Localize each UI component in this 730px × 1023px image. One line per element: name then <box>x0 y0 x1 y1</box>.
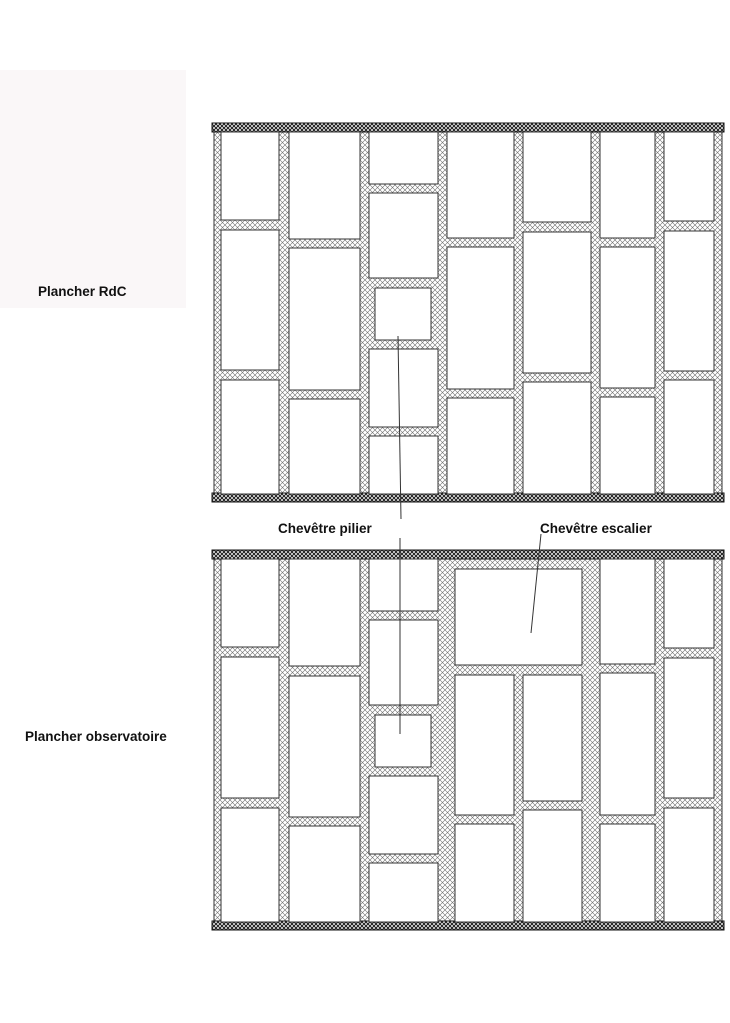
panel <box>447 247 514 389</box>
panel <box>221 657 279 798</box>
pillar-trimmer-box <box>375 715 431 767</box>
panel <box>664 559 714 648</box>
panel <box>289 248 360 390</box>
panel <box>600 673 655 815</box>
panel <box>221 230 279 370</box>
panel <box>523 132 591 222</box>
panel <box>369 132 438 184</box>
panel <box>369 349 438 427</box>
floor-plan-observatory <box>212 550 724 930</box>
label-trimmer-stair: Chevêtre escalier <box>540 521 652 536</box>
panel <box>369 436 438 494</box>
beam-top <box>212 123 724 132</box>
stair-trimmer-opening <box>455 569 582 665</box>
panel <box>221 559 279 647</box>
panel <box>664 380 714 494</box>
panel <box>289 132 360 239</box>
panel <box>600 824 655 922</box>
panel <box>221 132 279 220</box>
panel <box>369 863 438 922</box>
panel <box>447 398 514 494</box>
panel <box>455 675 514 815</box>
panel <box>600 247 655 388</box>
panel <box>664 658 714 798</box>
panel-group <box>221 559 714 922</box>
panel <box>289 826 360 922</box>
pillar-trimmer-box <box>375 288 431 340</box>
panel <box>455 824 514 922</box>
panel <box>289 399 360 494</box>
floor-plan-ground <box>212 123 724 502</box>
panel <box>523 382 591 494</box>
panel-group <box>221 132 714 494</box>
panel <box>664 231 714 371</box>
panel <box>523 810 582 922</box>
panel <box>523 232 591 373</box>
panel <box>664 808 714 922</box>
panel <box>221 380 279 494</box>
panel <box>447 132 514 238</box>
label-floor-ground: Plancher RdC <box>38 284 127 299</box>
label-floor-observatory: Plancher observatoire <box>25 729 167 744</box>
panel <box>600 397 655 494</box>
panel <box>600 132 655 238</box>
panel <box>600 559 655 664</box>
panel <box>369 620 438 705</box>
panel <box>664 132 714 221</box>
panel <box>369 193 438 278</box>
beam-top <box>212 550 724 559</box>
panel <box>369 559 438 611</box>
panel <box>289 676 360 817</box>
panel <box>289 559 360 666</box>
panel <box>221 808 279 922</box>
panel <box>369 776 438 854</box>
label-trimmer-pillar: Chevêtre pilier <box>278 521 372 536</box>
panel <box>523 675 582 801</box>
